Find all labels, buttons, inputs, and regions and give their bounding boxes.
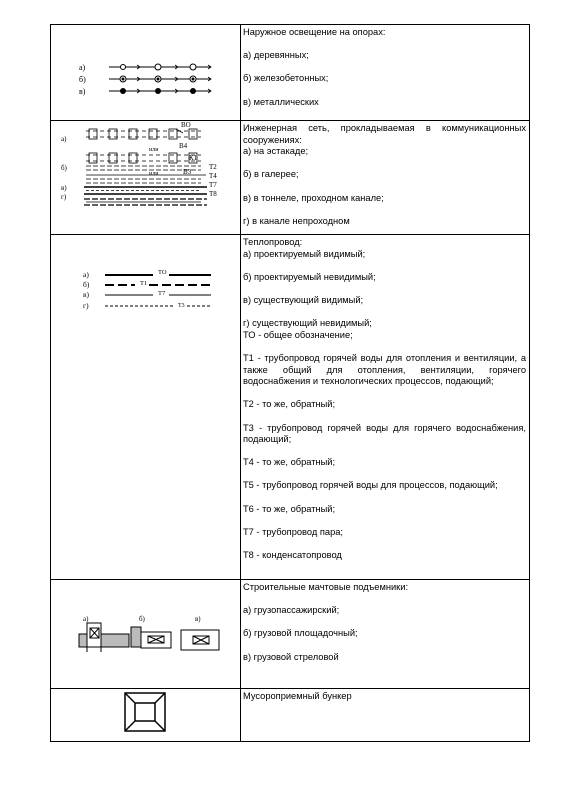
- heading: Наружное освещение на опорах:: [243, 27, 386, 37]
- legend-row-hoists: [51, 580, 530, 689]
- item-v: в) существующий видимый;: [243, 294, 364, 305]
- label-v: в): [195, 615, 201, 623]
- label-t4: Т4: [209, 172, 217, 180]
- label-b: б): [79, 75, 86, 84]
- label-vo: ВО: [181, 121, 191, 129]
- item-b: б) проектируемый невидимый;: [243, 271, 376, 282]
- symbol-cell-lighting: [51, 25, 241, 121]
- item-a: а) на эстакаде;: [243, 146, 309, 157]
- item-to: ТО - общее обозначение;: [243, 329, 353, 340]
- desc-cell-lighting: [241, 25, 530, 121]
- item-b: б) грузовой площадочный;: [243, 628, 358, 639]
- legend-row-network: [51, 121, 530, 235]
- desc-cell-heatpipe: [241, 235, 530, 580]
- item-a: а) грузопассажирский;: [243, 605, 340, 616]
- label-k1: К1: [189, 154, 198, 162]
- desc-cell-network: [241, 121, 530, 235]
- item-t8: Т8 - конденсатопровод: [243, 550, 342, 561]
- hoist-symbols: [51, 580, 240, 683]
- item-a: а) проектируемый видимый;: [243, 248, 366, 259]
- label-b: б): [83, 280, 90, 289]
- heading: Мусороприемный бункер: [243, 691, 352, 701]
- item-a: а) деревянных;: [243, 50, 309, 61]
- bunker-icon: [125, 693, 165, 731]
- legend-table: [50, 24, 530, 742]
- label-v: в): [61, 184, 67, 192]
- label-a: а): [83, 615, 89, 623]
- desc-cell-hoists: [241, 580, 530, 689]
- label-a: а): [61, 135, 67, 143]
- label-v: в): [79, 87, 86, 96]
- lighting-symbols: [51, 25, 240, 115]
- label-ili-2: или: [149, 171, 159, 177]
- label-ili-1: или: [149, 147, 159, 153]
- item-v: в) в тоннеле, проходном канале;: [243, 192, 384, 203]
- label-t2: Т2: [209, 163, 217, 171]
- legend-row-bunker: [51, 689, 530, 742]
- network-symbols: [51, 121, 240, 229]
- label-t3: Т3: [178, 303, 185, 309]
- label-g: г): [61, 193, 67, 201]
- item-v: в) грузовой стреловой: [243, 651, 339, 662]
- legend-row-lighting: [51, 25, 530, 121]
- item-t2: Т2 - то же, обратный;: [243, 399, 336, 410]
- item-g: г) существующий невидимый;: [243, 318, 372, 329]
- label-t8: Т8: [209, 190, 217, 198]
- bunker-symbol: [51, 689, 240, 736]
- legend-row-heatpipe: [51, 235, 530, 580]
- label-t7: Т7: [158, 290, 166, 297]
- platform-hoist-icon: [131, 627, 171, 648]
- item-t3: Т3 - трубопровод горячей воды для горячего водоснабжения, подающий;: [243, 422, 526, 445]
- heading: Инженерная сеть, прокладываемая в коммуникационных сооружениях:: [243, 123, 526, 145]
- label-g: г): [83, 301, 89, 310]
- label-a: а): [79, 63, 86, 72]
- label-v: в): [83, 290, 90, 299]
- label-b: б): [61, 164, 67, 172]
- heatpipe-symbols: [51, 235, 240, 325]
- symbol-cell-hoists: [51, 580, 241, 689]
- item-t7: Т7 - трубопровод пара;: [243, 526, 343, 537]
- symbol-cell-heatpipe: [51, 235, 241, 580]
- label-v4: В4: [179, 142, 188, 150]
- item-t1: Т1 - трубопровод горячей воды для отопления и вентиляции, а также общий для отопления, вентиляции, горячего водоснабжения и технологических процессов, подающий;: [243, 352, 526, 387]
- heading: Теплопровод:: [243, 237, 303, 247]
- label-a: а): [83, 270, 89, 279]
- item-t6: Т6 - то же, обратный;: [243, 503, 336, 514]
- item-b: б) в галерее;: [243, 169, 299, 180]
- label-v3: В3: [183, 168, 192, 176]
- symbol-cell-network: [51, 121, 241, 235]
- item-t5: Т5 - трубопровод горячей воды для процессов, подающий;: [243, 480, 498, 491]
- boom-hoist-icon: [181, 630, 219, 650]
- desc-cell-bunker: [241, 689, 530, 742]
- label-t7: Т7: [209, 181, 217, 189]
- label-to: ТО: [158, 269, 167, 276]
- item-g: г) в канале непроходном: [243, 215, 350, 226]
- item-v: в) металлических: [243, 96, 319, 107]
- channel-symbol: [84, 199, 207, 205]
- symbol-cell-bunker: [51, 689, 241, 742]
- heading: Строительные мачтовые подъемники:: [243, 582, 409, 592]
- label-t1: Т1: [140, 280, 148, 287]
- tunnel-symbol: [84, 187, 207, 194]
- label-b: б): [139, 615, 145, 623]
- item-t4: Т4 - то же, обратный;: [243, 457, 336, 468]
- passenger-hoist-icon: [79, 623, 129, 652]
- item-b: б) железобетонных;: [243, 73, 329, 84]
